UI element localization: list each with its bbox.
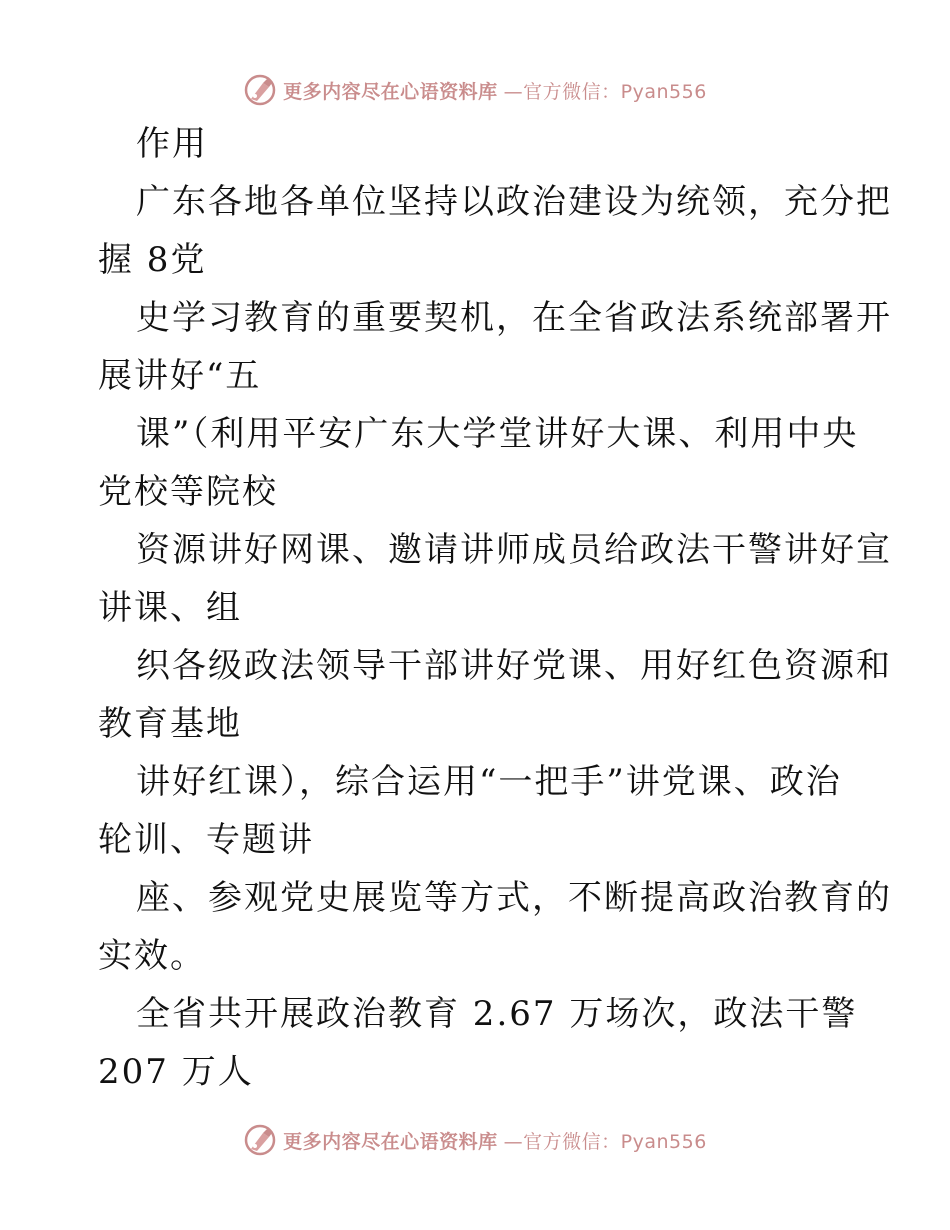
- text-line: 课”（利用平安广东大学堂讲好大课、利用中央: [136, 414, 859, 454]
- header-brand-text: 更多内容尽在心语资料库: [283, 80, 498, 103]
- text-line: 展讲好“五: [98, 356, 262, 396]
- text-line: 作用: [136, 124, 208, 164]
- text-line: 轮训、专题讲: [98, 820, 314, 860]
- text-line: 教育基地: [98, 704, 242, 744]
- header-banner: [0, 70, 950, 110]
- pen-nib-logo-icon: [243, 73, 277, 107]
- text-line: 座、参观党史展览等方式，不断提高政治教育的: [136, 878, 892, 918]
- pen-nib-logo-icon: [243, 1123, 277, 1157]
- text-line: 讲课、组: [98, 588, 242, 628]
- text-line: 广东各地各单位坚持以政治建设为统领，充分把: [136, 182, 892, 222]
- header-contact-text: —官方微信：Pyan556: [503, 80, 707, 103]
- text-line: 党校等院校: [98, 472, 278, 512]
- text-line: 资源讲好网课、邀请讲师成员给政法干警讲好宣: [136, 530, 892, 570]
- text-line: 织各级政法领导干部讲好党课、用好红色资源和: [136, 646, 892, 686]
- footer-brand-text: 更多内容尽在心语资料库: [283, 1130, 498, 1153]
- footer-contact-text: —官方微信：Pyan556: [503, 1130, 707, 1153]
- footer-banner: [0, 1120, 950, 1160]
- text-line: 全省共开展政治教育 2.67 万场次，政法干警: [136, 994, 858, 1034]
- text-line: 207 万人: [98, 1052, 254, 1092]
- text-line: 实效。: [98, 936, 206, 976]
- text-line: 史学习教育的重要契机，在全省政法系统部署开: [136, 298, 892, 338]
- text-line: 握 8党: [98, 240, 207, 280]
- text-line: 讲好红课），综合运用“一把手”讲党课、政治: [136, 762, 842, 802]
